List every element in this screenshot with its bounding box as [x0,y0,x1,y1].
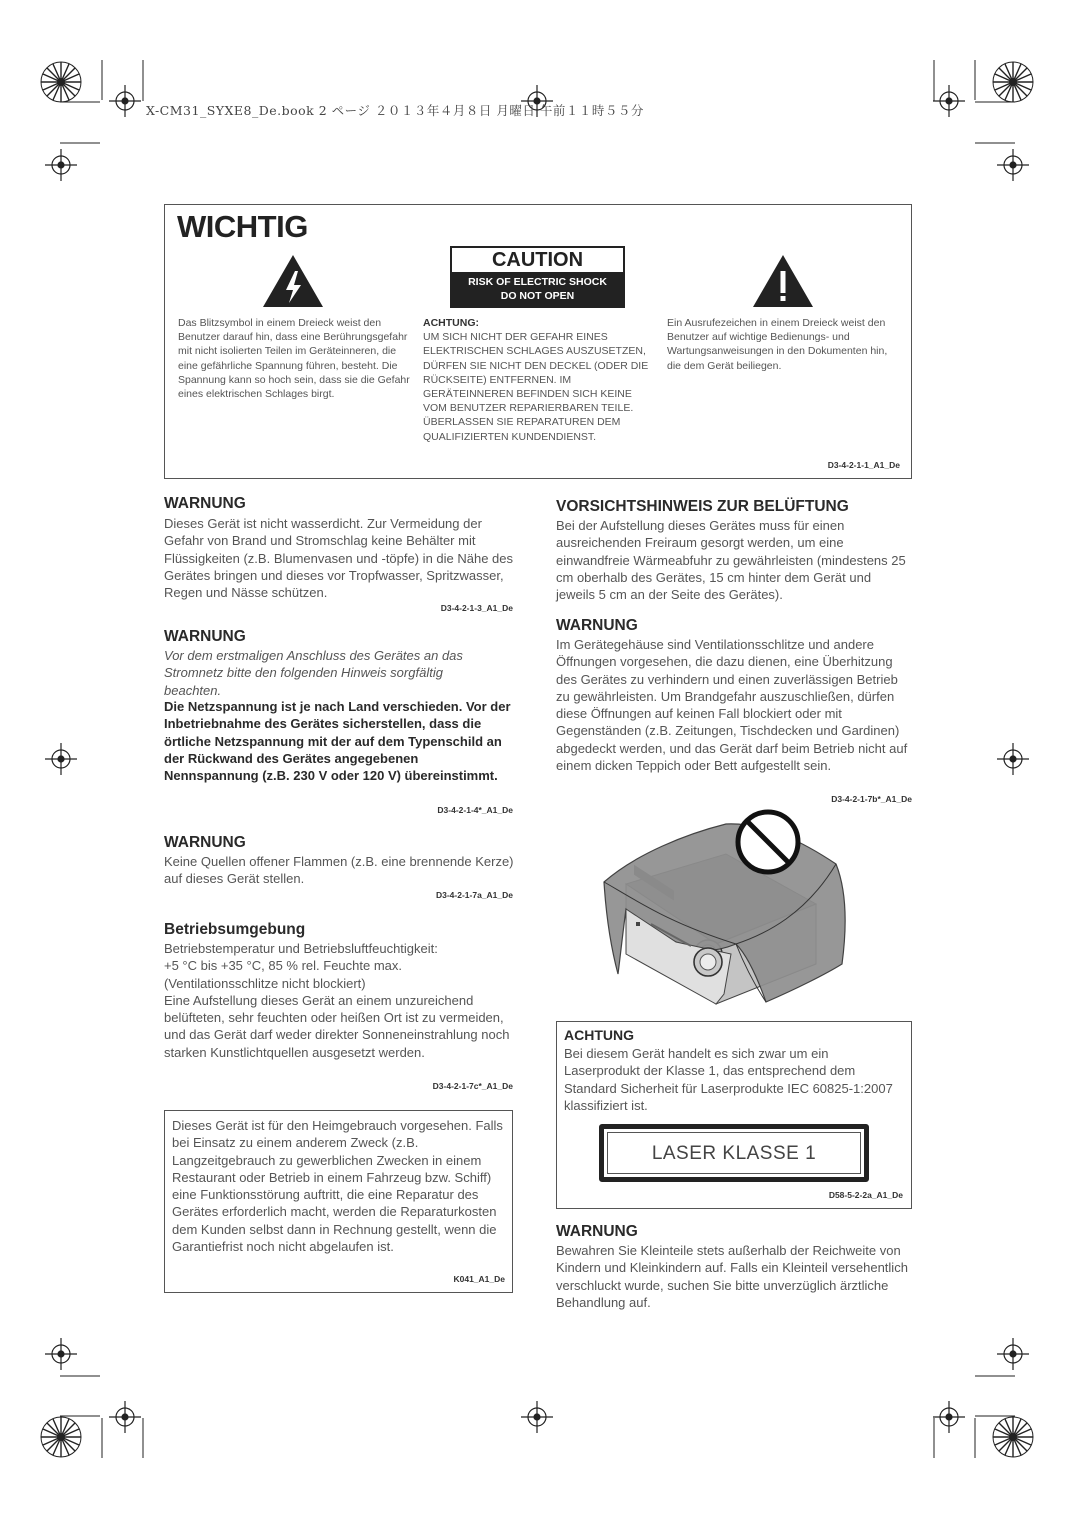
wichtig-box [164,204,912,479]
environment-code: D3-4-2-1-7c*_A1_De [432,1081,513,1091]
caution-subtitle [452,272,623,306]
achtung-head: ACHTUNG: [423,317,479,329]
warnung-5-title: WARNUNG [556,1223,638,1240]
warnung-4-code: D3-4-2-1-7b*_A1_De [831,794,912,804]
laser-code: D58-5-2-2a_A1_De [828,1190,903,1200]
caution-line-1: RISK OF ELECTRIC SHOCK [468,276,607,288]
wichtig-title: WICHTIG [177,209,308,244]
warnung-3-code: D3-4-2-1-7a_A1_De [435,890,513,900]
print-header: X-CM31_SYXE8_De.book 2 ページ ２０１３年４月８日 月曜日 午前１１時５５分 [146,103,644,118]
covered-device-illustration [596,804,876,1014]
environment-text-3: (Ventilationsschlitze nicht blockiert) [164,975,366,991]
warnung-3-text: Keine Quellen offener Flammen (z.B. eine brennende Kerze) auf dieses Gerät stellen. [164,854,514,887]
warnung-2-bold: Die Netzspannung ist je nach Land verschieden. Vor der Inbetriebnahme des Gerätes sicherstellen, dass die örtliche Netzspannung mit der auf dem Typenschild an der Rückwand des Gerätes angegebenen Nennspannung (z.B. 230 V oder 120 V) übereinstimmt. [164,699,511,784]
environment-text-2: +5 °C bis +35 °C, 85 % rel. Feuchte max. [164,958,403,974]
home-use-code: K041_A1_De [453,1274,505,1284]
warnung-2-title: WARNUNG [164,628,246,645]
home-use-box [164,1110,513,1293]
laser-box [556,1021,912,1209]
warnung-5-text: Bewahren Sie Kleinteile stets außerhalb der Reichweite von Kindern und Kleinkindern auf. Falls ein Kleinteil versehentlich verschluckt wurde, suchen Sie bitte unverzüglich ärztliche Behandlung auf. [556,1243,908,1310]
warnung-1-code: D3-4-2-1-3_A1_De [440,603,513,613]
warnung-1-title: WARNUNG [164,495,246,512]
lightning-text: Das Blitzsymbol in einem Dreieck weist den Benutzer darauf hin, dass eine Berührungsgefahr mit nicht isolierten Teilen im Geräteinneren, die eine gefährliche Spannung führen, besteht. Die Spannung kann so hoch sein, dass sie die Gefahr eines elektrischen Schlages birgt. [178,317,410,401]
laser-title: ACHTUNG [564,1027,634,1043]
environment-text-1: Betriebstemperatur und Betriebsluftfeuchtigkeit: [164,941,438,956]
lightning-warning-icon [261,253,325,309]
ventilation-title: VORSICHTSHINWEIS ZUR BELÜFTUNG [556,498,849,515]
warnung-1-text: Dieses Gerät ist nicht wasserdicht. Zur Vermeidung der Gefahr von Brand und Stromschlag keine Behälter mit Flüssigkeiten (z.B. Blumenvasen und -töpfe) in die Nähe des Gerätes bringen und dieses vor Tropfwasser, Spritzwasser, Regen und Nässe schützen. [164,516,514,601]
laser-class-label-text: LASER KLASSE 1 [607,1132,861,1174]
caution-line-2: DO NOT OPEN [500,290,575,302]
laser-class-label [599,1124,869,1182]
laser-text: Bei diesem Gerät handelt es sich zwar um ein Laserprodukt der Klasse 1, das entsprechend dem Standard Sicherheit für Laserprodukte IEC 60825-1:2007 klassifiziert ist. [564,1046,893,1113]
achtung-block [423,316,655,444]
exclamation-text: Ein Ausrufezeichen in einem Dreieck weist den Benutzer auf wichtige Bedienungs- und Wartungsanweisungen in den Dokumenten hin, die dem Gerät beiliegen. [667,317,888,372]
environment-title: Betriebsumgebung [164,921,306,938]
caution-label [450,246,625,308]
caution-title: CAUTION [491,249,584,271]
environment-block [164,940,514,1061]
ventilation-text: Bei der Aufstellung dieses Gerätes muss für einen ausreichenden Freiraum gesorgt werden, um eine einwandfreie Wärmeabfuhr zu gewährleisten (mindestens 25 cm oberhalb des Gerätes, 15 cm hinter dem Gerät und jeweils 5 cm an der Seite des Gerätes). [556,518,906,603]
environment-text-4: Eine Aufstellung dieses Gerät an einem unzureichend belüfteten, sehr feuchten oder heißen Ort ist zu vermeiden, und das Gerät darf weder direkter Sonneneinstrahlung noch starken Kunstlichtquellen ausgesetzt werden. [164,992,510,1060]
exclamation-warning-icon [751,253,815,309]
home-use-text: Dieses Gerät ist für den Heimgebrauch vorgesehen. Falls bei Einsatz zu einem anderem Zweck (z.B. Langzeitgebrauch zu gewerblichen Zwecken in einem Restaurant oder Betrieb in einem Fahrzeug bzw. Schiff) eine Funktionsstörung auftritt, die eine Reparatur des Gerätes erforderlich macht, werden die Reparaturkosten dem Kunden selbst dann in Rechnung gestellt, wenn die Garantiefrist noch nicht abgelaufen ist. [172,1118,503,1255]
warnung-2-code: D3-4-2-1-4*_A1_De [437,805,513,815]
warnung-4-title: WARNUNG [556,617,638,634]
warnung-3-title: WARNUNG [164,834,246,851]
wichtig-code: D3-4-2-1-1_A1_De [827,460,900,470]
warnung-2-italic: Vor dem erstmaligen Anschluss des Gerätes an das Stromnetz bitte den folgenden Hinweis sorgfältig beachten. [164,648,463,698]
achtung-text: UM SICH NICHT DER GEFAHR EINES ELEKTRISCHEN SCHLAGES AUSZUSETZEN, DÜRFEN SIE NICHT DEN DECKEL (ODER DIE RÜCKSEITE) ENTFERNEN. IM GERÄTEINNEREN BEFINDEN SICH KEINE VOM BENUTZER REPARIERBAREN TEILE. ÜBERLASSEN SIE REPARATUREN DEM QUALIFIZIERTEN KUNDENDIENST. [423,331,649,443]
warnung-4-text: Im Gerätegehäuse sind Ventilationsschlitze und andere Öffnungen vorgesehen, die dazu dienen, eine Überhitzung des Gerätes zu verhindern und einen zuverlässigen Betrieb zu gewährleisten. Um Brandgefahr auszuschließen, dürfen diese Öffnungen auf keinen Fall blockiert oder mit Gegenständen (z.B. Zeitungen, Tischdecken und Gardinen) abgedeckt werden, und das Gerät darf beim Betrieb nicht auf einem dicken Teppich oder Bett aufgestellt sein. [556,637,908,774]
